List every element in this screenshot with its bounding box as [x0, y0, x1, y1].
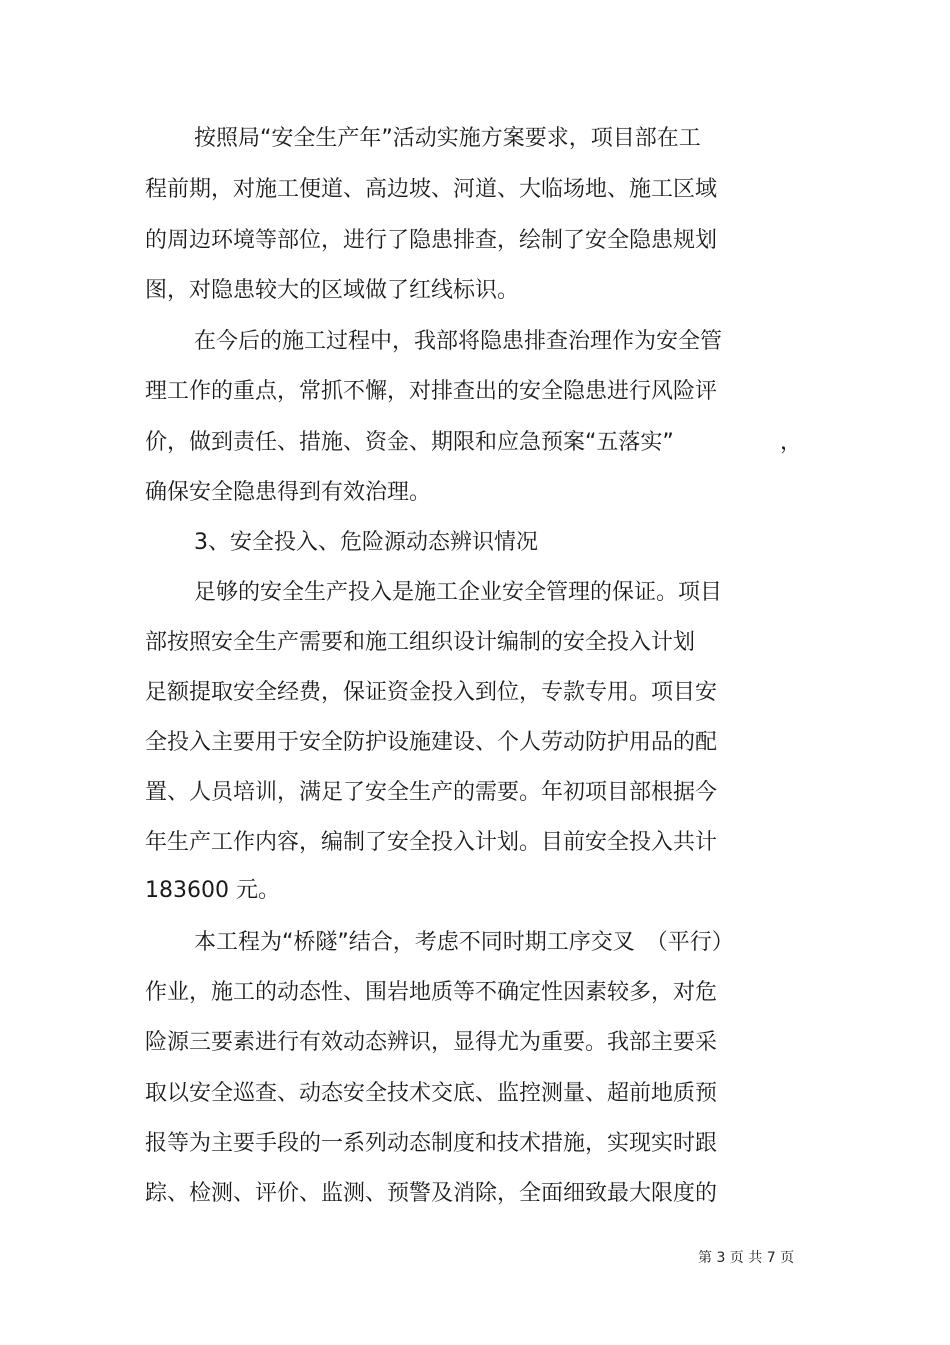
paragraph-4-line-3: 险源三要素进行有效动态辨识，显得尤为重要。我部主要采: [145, 1030, 718, 1055]
paragraph-3-line-6: 年生产工作内容，编制了安全投入计划。目前安全投入共计: [145, 830, 718, 855]
paragraph-2-trailing-comma: ，: [780, 430, 803, 455]
section-heading: 3、安全投入、危险源动态辨识情况: [194, 530, 538, 555]
paragraph-3-line-7: 183600 元。: [145, 878, 280, 903]
paragraph-4-line-6: 踪、检测、评价、监测、预警及消除，全面细致最大限度的: [145, 1181, 718, 1206]
paragraph-4-line-1: 本工程为“桥隧”结合，考虑不同时期工序交叉 （平行）: [194, 930, 734, 955]
paragraph-3-line-5: 置、人员培训，满足了安全生产的需要。年初项目部根据今: [145, 780, 718, 805]
paragraph-3-line-2: 部按照安全生产需要和施工组织设计编制的安全投入计划: [145, 630, 696, 655]
paragraph-4-line-4: 取以安全巡查、动态安全技术交底、监控测量、超前地质预: [145, 1081, 718, 1106]
paragraph-4-line-5: 报等为主要手段的一系列动态制度和技术措施，实现实时跟: [145, 1131, 718, 1156]
paragraph-1-line-1: 按照局“安全生产年”活动实施方案要求，项目部在工: [194, 126, 701, 151]
paragraph-3-line-4: 全投入主要用于安全防护设施建设、个人劳动防护用品的配: [145, 730, 718, 755]
paragraph-4-line-2: 作业，施工的动态性、围岩地质等不确定性因素较多，对危: [145, 980, 718, 1005]
paragraph-3-line-1: 足够的安全生产投入是施工企业安全管理的保证。项目: [194, 580, 723, 605]
paragraph-2-line-4: 确保安全隐患得到有效治理。: [145, 480, 432, 505]
paragraph-2-line-2: 理工作的重点，常抓不懈，对排查出的安全隐患进行风险评: [145, 379, 718, 404]
paragraph-2-line-1: 在今后的施工过程中，我部将隐患排查治理作为安全管: [194, 329, 723, 354]
paragraph-2-line-3: 价，做到责任、措施、资金、期限和应急预案“五落实”: [145, 430, 674, 455]
paragraph-3-line-3: 足额提取安全经费，保证资金投入到位，专款专用。项目安: [145, 680, 718, 705]
paragraph-1-line-3: 的周边环境等部位，进行了隐患排查，绘制了安全隐患规划: [145, 228, 718, 253]
paragraph-1-line-4: 图，对隐患较大的区域做了红线标识。: [145, 278, 520, 303]
page-number-footer: 第 3 页 共 7 页: [698, 1250, 795, 1266]
paragraph-1-line-2: 程前期，对施工便道、高边坡、河道、大临场地、施工区域: [145, 177, 718, 202]
